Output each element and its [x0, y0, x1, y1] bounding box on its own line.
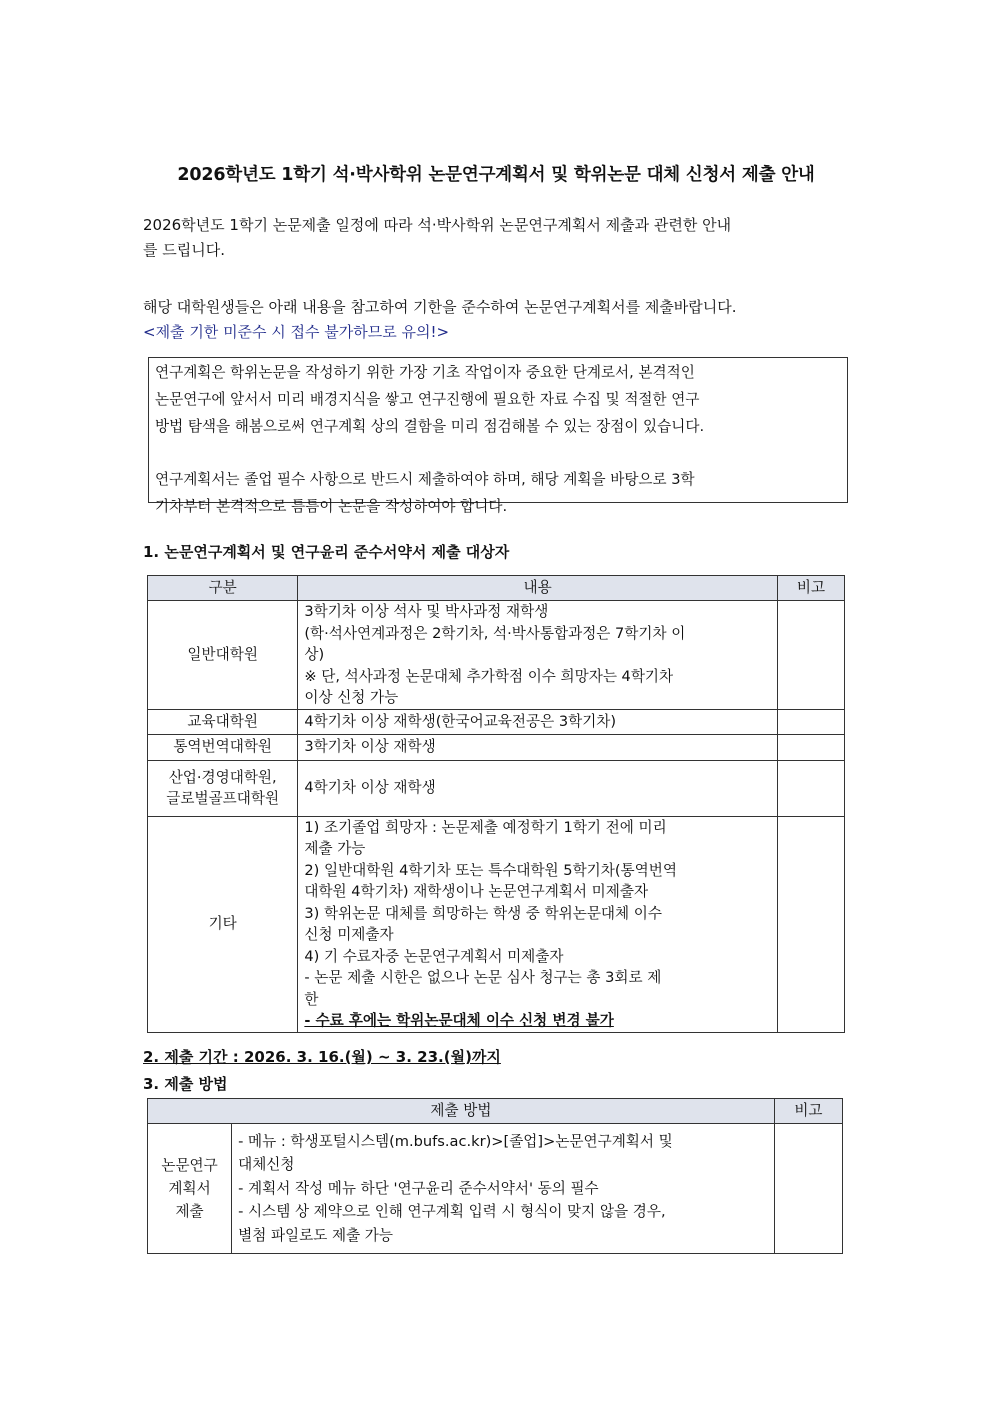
intro-line: 를 드립니다. [143, 241, 225, 259]
row-note [777, 709, 844, 734]
row-content: - 메뉴 : 학생포털시스템(m.bufs.ac.kr)>[졸업]>논문연구계획서 및 대체신청 - 계획서 작성 메뉴 하단 '연구윤리 준수서약서' 동의 필수 - 시스템 상 제약으로 인해 연구계획 입력 시 형식이 맞지 않을 경우, 별첨 파일로도 제출 가능 [232, 1124, 775, 1254]
document-title: 2026학년도 1학기 석·박사학위 논문연구계획서 및 학위논문 대체 신청서 제출 안내 [177, 165, 815, 185]
table-row [148, 760, 845, 816]
table-row [148, 601, 845, 710]
row-category: 산업·경영대학원, 글로벌골프대학원 [148, 760, 298, 816]
header-note: 비고 [777, 576, 844, 601]
method-table [147, 1098, 843, 1254]
header-content: 내용 [298, 576, 778, 601]
table-row [148, 1124, 843, 1254]
request-paragraph [143, 295, 850, 345]
row-note [777, 601, 844, 710]
table-header-row [148, 1099, 843, 1124]
box-line: 연구계획은 학위논문을 작성하기 위한 가장 기초 작업이자 중요한 단계로서, 본격적인 [155, 364, 695, 381]
row-category: 기타 [148, 816, 298, 1032]
row-category: 교육대학원 [148, 709, 298, 734]
intro-paragraph [143, 213, 850, 263]
header-note: 비고 [774, 1099, 842, 1124]
box-line: 방법 탐색을 해봄으로써 연구계획 상의 결함을 미리 점검해볼 수 있는 장점이 있습니다. [155, 418, 705, 435]
table-row [148, 734, 845, 760]
row-note [777, 816, 844, 1032]
box-line: 기차부터 본격적으로 틈틈이 논문을 작성하여야 합니다. [155, 498, 508, 515]
table-header-row [148, 576, 845, 601]
header-method: 제출 방법 [148, 1099, 775, 1124]
row-category: 일반대학원 [148, 601, 298, 710]
row-note [777, 760, 844, 816]
request-line: 해당 대학원생들은 아래 내용을 참고하여 기한을 준수하여 논문연구계획서를 제출바랍니다. [143, 298, 737, 316]
box-line: 연구계획서는 졸업 필수 사항으로 반드시 제출하여야 하며, 해당 계획을 바탕으로 3학 [155, 471, 695, 488]
eligibility-table [147, 575, 845, 1033]
intro-line: 2026학년도 1학기 논문제출 일정에 따라 석·박사학위 논문연구계획서 제출과 관련한 안내 [143, 216, 732, 234]
row-content: 4학기차 이상 재학생 [298, 760, 778, 816]
info-box [148, 357, 848, 515]
row-content: 3학기차 이상 재학생 [298, 734, 778, 760]
section3-heading: 3. 제출 방법 [143, 1075, 228, 1093]
table-row [148, 709, 845, 734]
deadline-notice: <제출 기한 미준수 시 접수 불가하므로 유의!> [143, 323, 450, 341]
row-category: 논문연구 계획서 제출 [148, 1124, 232, 1254]
section2-heading: 2. 제출 기간 : 2026. 3. 16.(월) ~ 3. 23.(월)까지 [143, 1048, 501, 1066]
box-line: 논문연구에 앞서서 미리 배경지식을 쌓고 연구진행에 필요한 자료 수집 및 적절한 연구 [155, 391, 700, 408]
emphasis-text: - 수료 후에는 학위논문대체 이수 신청 변경 불가 [304, 1012, 614, 1029]
row-category: 통역번역대학원 [148, 734, 298, 760]
section1-heading: 1. 논문연구계획서 및 연구윤리 준수서약서 제출 대상자 [143, 543, 510, 561]
row-content: 3학기차 이상 석사 및 박사과정 재학생 (학·석사연계과정은 2학기차, 석·박사통합과정은 7학기차 이 상) ※ 단, 석사과정 논문대체 추가학점 이수 희망자는 4학기차 이상 신청 가능 [298, 601, 778, 710]
header-category: 구분 [148, 576, 298, 601]
row-note [777, 734, 844, 760]
row-content: 1) 조기졸업 희망자 : 논문제출 예정학기 1학기 전에 미리 제출 가능 2) 일반대학원 4학기차 또는 특수대학원 5학기차(통역번역 대학원 4학기차) 재학생이나 논문연구계획서 미제출자 3) 학위논문 대체를 희망하는 학생 중 학위논문대체 이수 신청 미제출자 4) 기 수료자중 논문연구계획서 미제출자 - 논문 제출 시한은 없으나 논문 심사 청구는 총 3회로 제 한 - 수료 후에는 학위논문대체 이수 신청 변경 불가 [298, 816, 778, 1032]
table-row [148, 816, 845, 1032]
row-note [774, 1124, 842, 1254]
row-content: 4학기차 이상 재학생(한국어교육전공은 3학기차) [298, 709, 778, 734]
